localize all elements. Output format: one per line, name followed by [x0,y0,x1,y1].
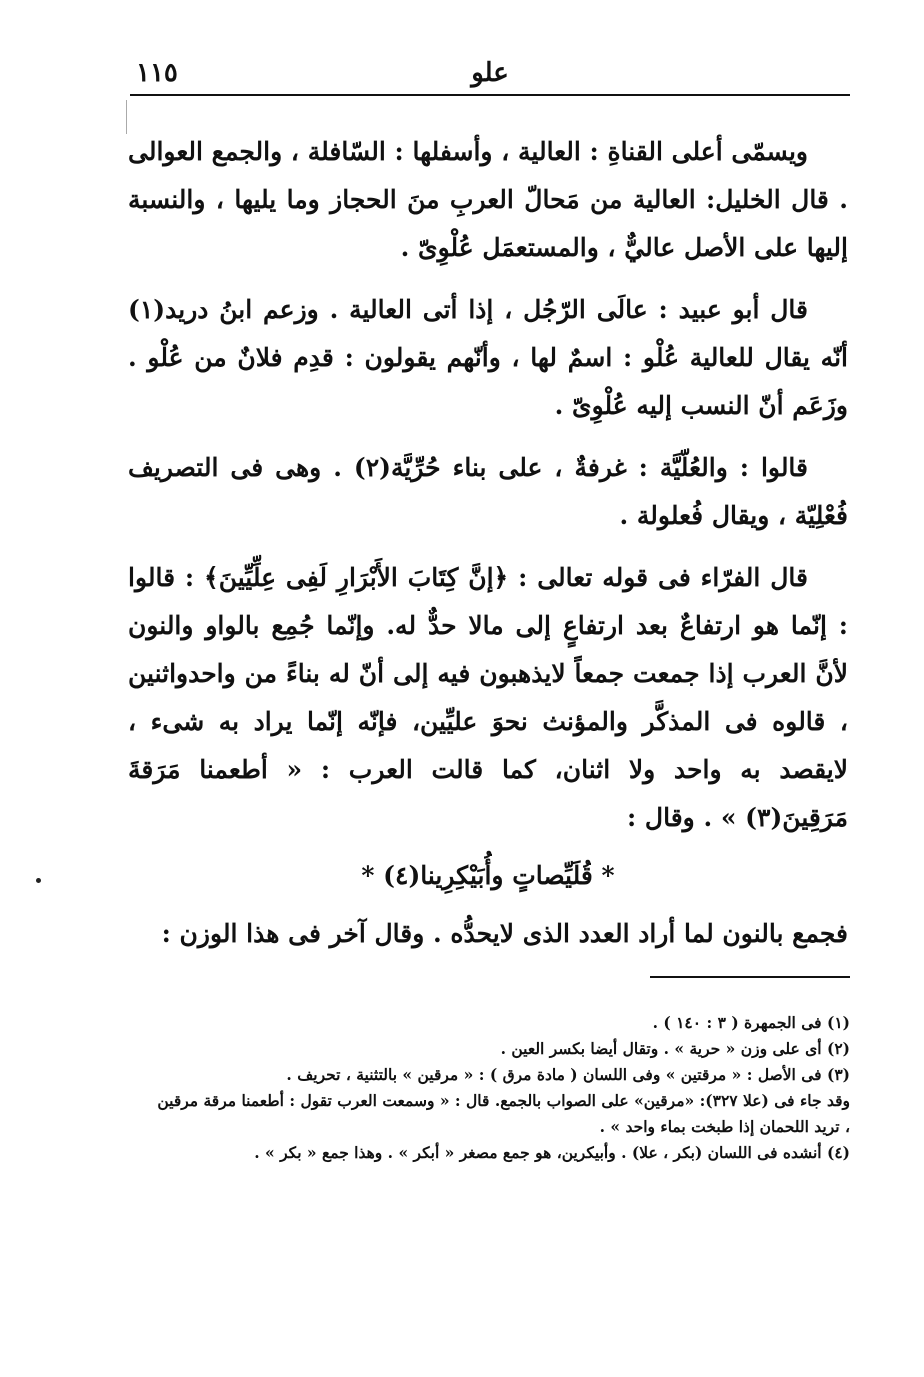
footnote-rule [650,976,850,978]
stray-dot [36,878,41,883]
closing-paragraph: فجمع بالنون لما أراد العدد الذى لايحدُّه . وقال آخر فى هذا الوزن : [161,919,848,948]
paragraph: قال الفرّاء فى قوله تعالى : ﴿إنَّ كِتَابَ الأَبْرَارِ لَفِى عِلِّيِّينَ﴾ : قالوا : إنّما هو ارتفاعٌ بعد ارتفاعٍ إلى مالا حدٌّ له. وإنّما جُمِع بالواو والنون لأنَّ العرب إذا جمعت جمعاً لايذهبون فيه إلى أنّ له بناءً من واحدواثنين ، قالوه فى المذكَّر والمؤنث نحوَ عليِّين، فإنّه إنّما يراد به شىء ، لايقصد به واحد ولا اثنان، كما قالت العرب : « أطعمنا مَرَقةَ مَرَقِينَ(٣) » . وقال : [128,563,848,832]
margin-mark [126,100,127,134]
header-rule [130,94,850,96]
verse-line: * قُلَيِّصاتٍ وأُبَيْكِرِينا(٤) * [361,861,615,890]
page-header [130,52,850,96]
main-text [128,128,848,972]
footnote-4: (٤) أنشده فى اللسان (بكر ، علا) . وأبيكرين، هو جمع مصغر « أبكر » . وهذا جمع « بكر » . [254,1143,850,1162]
footnote-1: (١) فى الجمهرة ( ٣ : ١٤٠ ) . [652,1013,850,1032]
footnote-3: (٣) فى الأصل : « مرقتين » وفى اللسان ( مادة مرق ) : « مرقين » بالتثنية ، تحريف . [286,1065,850,1084]
footnote-2: (٢) أى على وزن « حرية » . وتقال أيضا بكسر العين . [500,1039,850,1058]
page-number: ١١٥ [136,58,178,88]
paragraph: ويسمّى أعلى القناةِ : العالية ، وأسفلها : السّافلة ، والجمع العوالى . قال الخليل: العالية من مَحالّ العربِ منَ الحجاز وما يليها ، والنسبة إليها على الأصل عاليٌّ ، والمستعمَل عُلْوِىّ . [128,137,848,262]
footnote-3-continued: وقد جاء فى (علا ٣٢٧): «مرقين» على الصواب بالجمع. قال : « وسمعت العرب تقول : أطعمنا مرقة مرقين ، تريد اللحمان إذا طبخت بماء واحد » . [157,1091,850,1136]
footnotes [150,1010,850,1166]
paragraph: قالوا : والعُلّيَّة : غرفةٌ ، على بناء حُرِّيَّة(٢) . وهى فى التصريف فُعْلِيّة ، ويقال فُعلولة . [128,453,848,530]
running-head: علو [471,58,509,88]
paragraph: قال أبو عبيد : عالَى الرّجُل ، إذا أتى العالية . وزعم ابنُ دريد(١) أنّه يقال للعالية عُلْو : اسمٌ لها ، وأنّهم يقولون : قدِم فلانٌ من عُلْو . وزَعَم أنّ النسب إليه عُلْوِىّ . [128,295,848,420]
